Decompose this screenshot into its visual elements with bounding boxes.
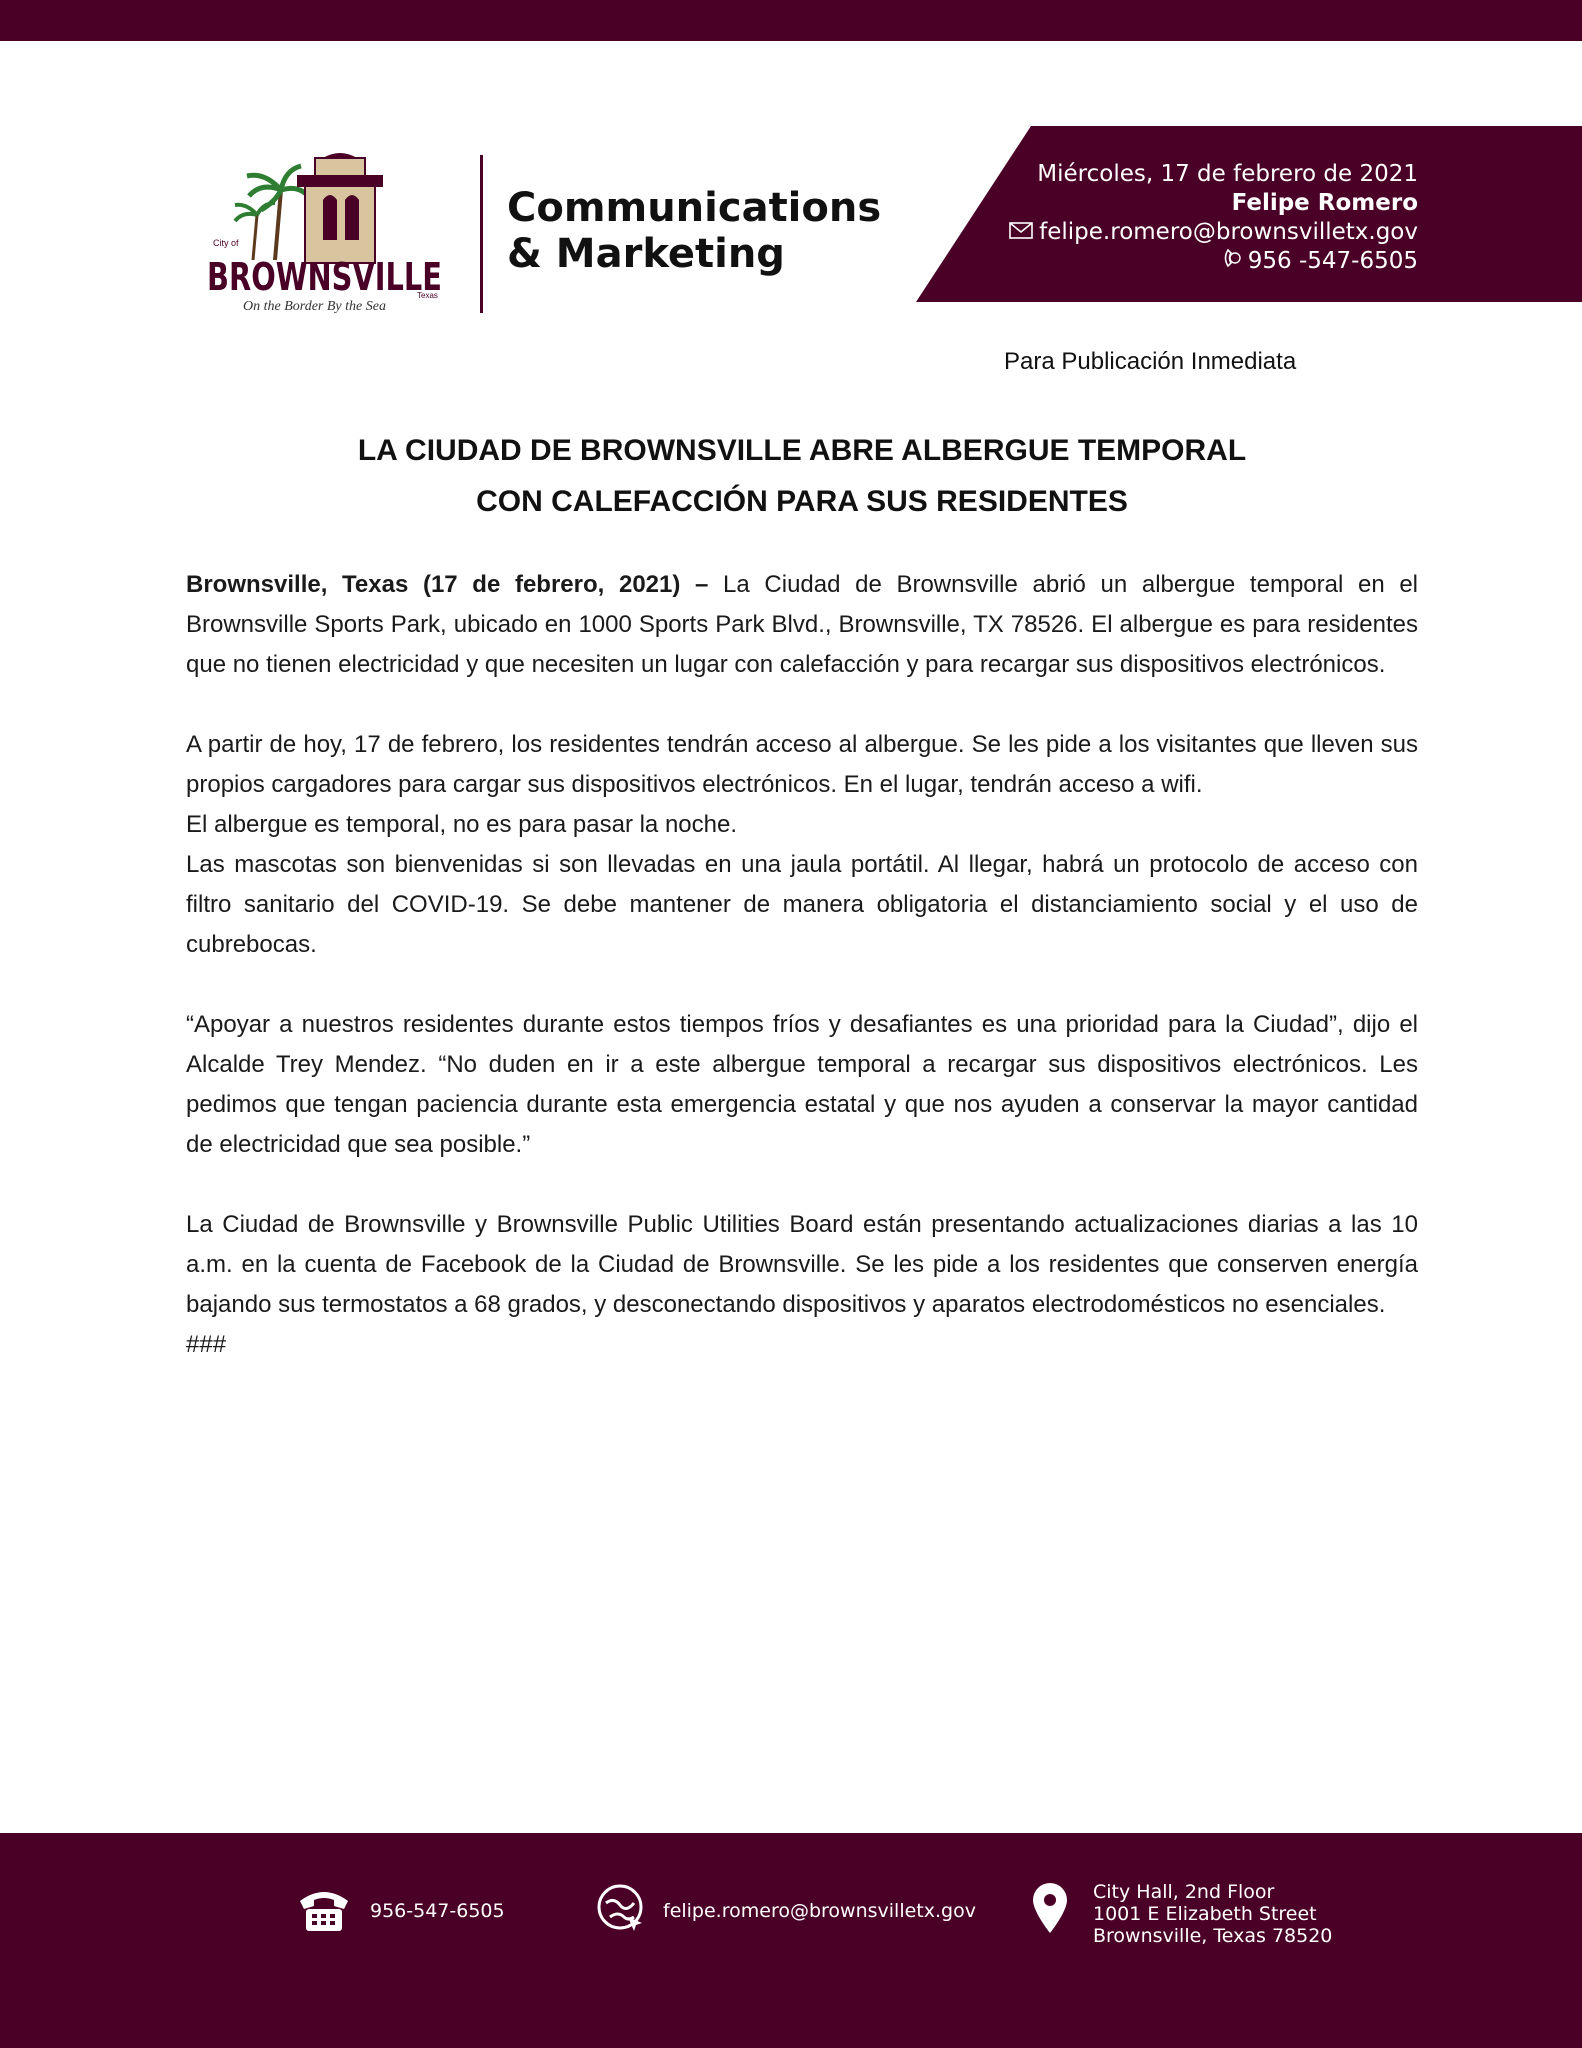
department-line1: Communications [507,185,882,231]
svg-text:Texas: Texas [417,291,438,300]
envelope-icon [1009,218,1033,247]
paragraph-2b: El albergue es temporal, no es para pasar la noche. [186,811,738,838]
svg-text:BROWNSVILLE: BROWNSVILLE [207,255,442,299]
release-date: Miércoles, 17 de febrero de 2021 [1037,161,1418,187]
contact-banner-text [1009,160,1418,276]
logo-graphic [205,150,465,315]
headline [186,425,1418,527]
contact-phone-row [1009,247,1418,276]
location-pin-icon [1031,1881,1069,1940]
svg-text:City of: City of [213,238,239,248]
contact-name: Felipe Romero [1231,190,1418,216]
footer-address [1093,1881,1332,1947]
footer-email[interactable]: felipe.romero@brownsvilletx.gov [663,1900,976,1922]
contact-email[interactable]: felipe.romero@brownsvilletx.gov [1039,219,1418,245]
globe-email-icon [596,1883,648,1940]
paragraph-3-quote: “Apoyar a nuestros residentes durante estos tiempos fríos y desafiantes es una prioridad para la Ciudad”, dijo el Alcalde Trey Mendez. “No duden en ir a este albergue temporal a recargar sus dispositivos electrónicos. Les pedimos que tengan paciencia durante esta emergencia estatal y que nos ayuden a conservar la mayor cantidad de electricidad que sea posible.” [186,1011,1418,1158]
phone-small-icon [1222,247,1242,276]
city-logo [205,150,465,315]
department-name [507,185,881,277]
department-line2: & Marketing [507,231,785,277]
footer-phone[interactable]: 956-547-6505 [370,1900,505,1922]
contact-phone[interactable]: 956 -547-6505 [1247,248,1418,274]
publication-notice: Para Publicación Inmediata [1004,348,1297,375]
phone-icon [296,1885,352,1940]
logo-divider [480,155,483,313]
headline-line2: CON CALEFACCIÓN PARA SUS RESIDENTES [476,485,1128,518]
paragraph-4: La Ciudad de Brownsville y Brownsville Public Utilities Board están presentando actualizaciones diarias a las 10 a.m. en la cuenta de Facebook de la Ciudad de Brownsville. Se les pide a los residentes que conserven energía bajando sus termostatos a 68 grados, y desconectando dispositivos y aparatos electrodomésticos no esenciales. [186,1211,1418,1318]
dateline: Brownsville, Texas (17 de febrero, 2021) – [186,571,709,598]
address-line1: City Hall, 2nd Floor [1093,1881,1275,1903]
end-mark: ### [186,1331,227,1358]
paragraph-1-text: La Ciudad de Brownsville abrió un albergue temporal en el Brownsville Sports Park, ubicado en 1000 Sports Park Blvd., Brownsville, TX 78526. El albergue es para residentes que no tienen electricidad y que necesiten un lugar con calefacción y para recargar sus dispositivos electrónicos. [186,571,1419,678]
paragraph-1 [186,565,1418,685]
paragraph-2a: A partir de hoy, 17 de febrero, los residentes tendrán acceso al albergue. Se les pide a los visitantes que lleven sus propios cargadores para cargar sus dispositivos electrónicos. En el lugar, tendrán acceso a wifi. [186,731,1418,798]
svg-text:On the Border By the Sea: On the Border By the Sea [243,299,386,314]
contact-email-row [1009,218,1418,247]
top-bar [0,0,1582,41]
footer [0,1833,1582,2048]
headline-line1: LA CIUDAD DE BROWNSVILLE ABRE ALBERGUE TEMPORAL [357,434,1247,467]
address-line2: 1001 E Elizabeth Street [1093,1903,1317,1925]
paragraph-2c: Las mascotas son bienvenidas si son llevadas en una jaula portátil. Al llegar, habrá un protocolo de acceso con filtro sanitario del COVID-19. Se debe mantener de manera obligatoria el distanciamiento social y el uso de cubrebocas. [186,851,1418,958]
address-line3: Brownsville, Texas 78520 [1093,1925,1333,1947]
press-release-body [186,565,1418,1405]
